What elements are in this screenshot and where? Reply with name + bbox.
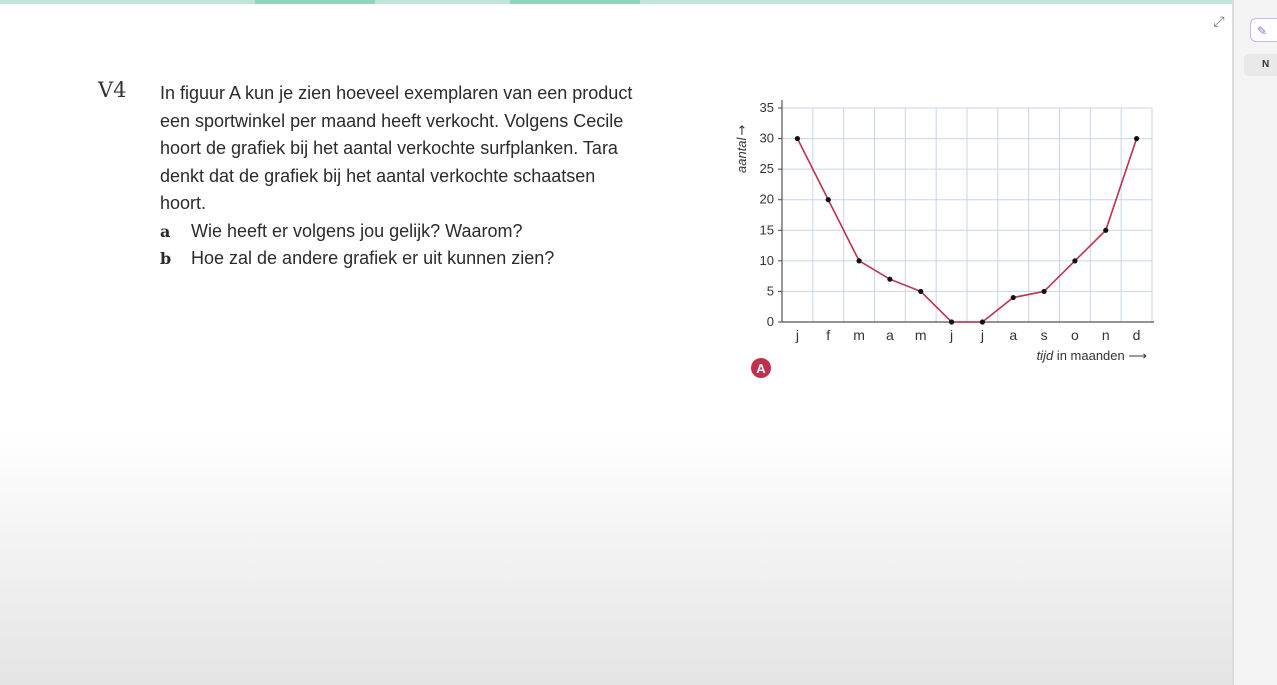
intro-line: hoort. [160, 193, 207, 213]
intro-line: hoort de grafiek bij het aantal verkochte surfplanken. Tara [160, 138, 618, 158]
data-point [1072, 258, 1077, 263]
x-tick-label: s [1040, 327, 1048, 343]
y-axis-label: aantal [734, 137, 749, 173]
intro-line: een sportwinkel per maand heeft verkocht. Volgens Cecile [160, 110, 624, 131]
x-tick-label: d [1132, 327, 1141, 343]
expand-icon[interactable]: ⤢ [1213, 13, 1225, 29]
y-tick-label: 20 [759, 191, 774, 207]
x-tick-label: a [1009, 327, 1018, 343]
x-tick-label: j [980, 327, 984, 343]
exercise-number: V4 [98, 78, 127, 102]
x-axis-label-rest: in maanden [1053, 348, 1129, 363]
intro-line: In figuur A kun je zien hoeveel exemplaren van een product [160, 83, 633, 103]
data-point [1011, 295, 1016, 300]
question-letter: b [160, 249, 172, 268]
edit-button[interactable] [1250, 18, 1277, 42]
sidebar-item[interactable]: N [1244, 54, 1277, 76]
data-point [795, 136, 800, 141]
x-tick-label: f [826, 327, 831, 343]
figure-badge-label: A [756, 361, 766, 376]
y-tick-label: 35 [759, 100, 774, 115]
question-text: Wie heeft er volgens jou gelijk? Waarom? [191, 220, 523, 241]
y-axis-arrow: → [735, 124, 750, 136]
x-tick-label: m [853, 327, 865, 343]
x-axis-arrow: ⟶ [1128, 348, 1147, 363]
data-point [918, 289, 923, 294]
right-sidebar [1232, 0, 1277, 685]
x-tick-label: o [1071, 327, 1079, 343]
line-chart [720, 88, 1170, 388]
x-tick-label: a [886, 327, 894, 343]
edit-icon: ✎ [1257, 24, 1268, 38]
y-tick-label: 0 [766, 314, 774, 329]
x-axis-label-italic: tijd [1036, 348, 1054, 363]
y-tick-label: 10 [759, 252, 774, 268]
x-tick-label: m [914, 327, 927, 343]
y-tick-label: 25 [759, 161, 774, 177]
question-b [160, 245, 705, 273]
data-point [1041, 289, 1046, 294]
question-letter: a [160, 221, 171, 241]
question-a [160, 218, 705, 246]
y-tick-label: 15 [759, 222, 774, 238]
data-point [887, 277, 892, 282]
data-point [856, 258, 861, 263]
data-point [1134, 136, 1139, 141]
exercise-text [160, 80, 705, 273]
data-point [1103, 228, 1108, 233]
question-text: Hoe zal de andere grafiek er uit kunnen zien? [191, 248, 555, 268]
y-tick-label: 5 [766, 283, 774, 299]
x-tick-label: j [950, 327, 954, 343]
intro-line: denkt dat de grafiek bij het aantal verkochte schaatsen [160, 165, 596, 186]
data-point [826, 197, 831, 202]
x-tick-label: j [795, 327, 799, 343]
x-tick-label: n [1101, 327, 1110, 343]
data-point [949, 319, 954, 324]
y-tick-label: 30 [759, 130, 774, 146]
data-point [980, 319, 985, 324]
x-axis-label [1037, 348, 1147, 363]
